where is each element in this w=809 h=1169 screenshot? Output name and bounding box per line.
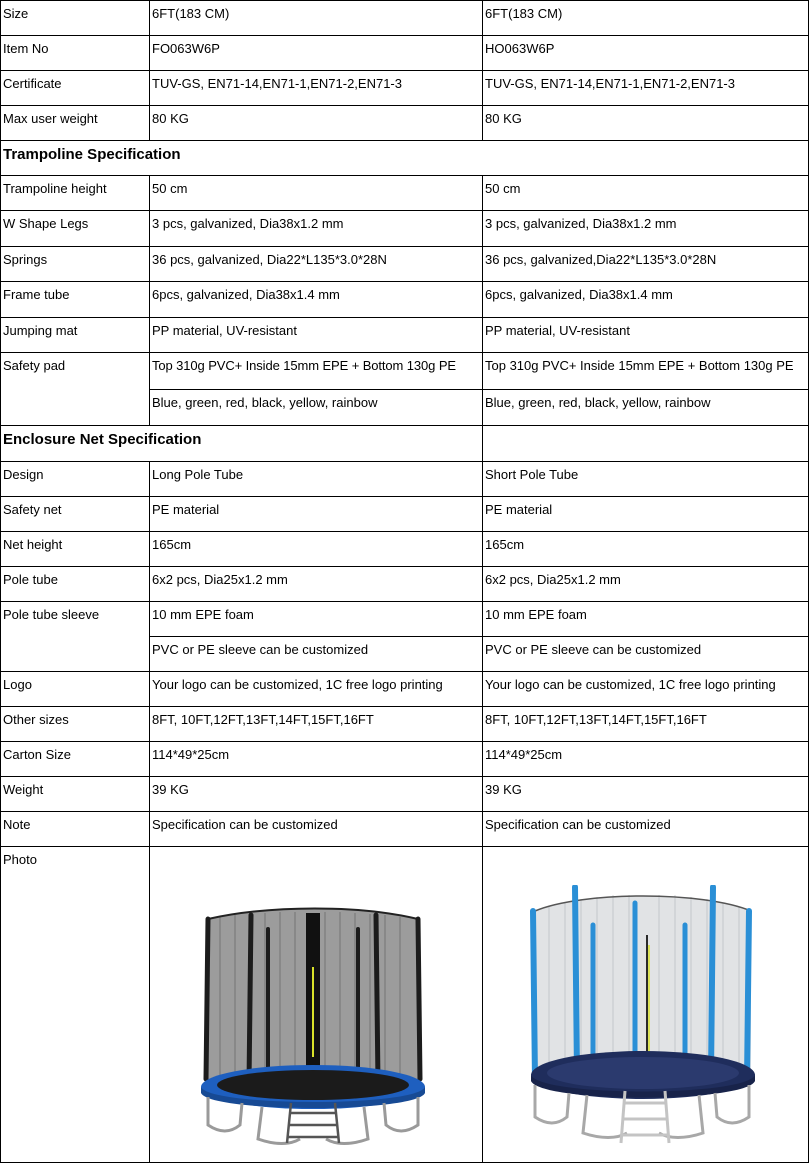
cell-value-a: 6x2 pcs, Dia25x1.2 mm — [150, 567, 483, 602]
cell-value-b: PP material, UV-resistant — [483, 318, 809, 353]
table-row — [1, 532, 809, 567]
cell-value-b: Top 310g PVC+ Inside 15mm EPE + Bottom 130g PE — [483, 353, 809, 390]
cell-value-a: FO063W6P — [150, 36, 483, 71]
row-label: Pole tube — [1, 567, 150, 602]
table-row — [1, 211, 809, 247]
cell-value-a: 50 cm — [150, 176, 483, 211]
row-label: Note — [1, 812, 150, 847]
section-heading-row — [1, 426, 809, 462]
cell-value-a: 6FT(183 CM) — [150, 1, 483, 36]
cell-value-a: 3 pcs, galvanized, Dia38x1.2 mm — [150, 211, 483, 247]
table-row — [1, 777, 809, 812]
cell-value-b: 10 mm EPE foam — [483, 602, 809, 637]
table-row — [1, 282, 809, 318]
cell-value-b: PE material — [483, 497, 809, 532]
table-row — [1, 672, 809, 707]
cell-value-a: Long Pole Tube — [150, 462, 483, 497]
section-heading-row — [1, 141, 809, 176]
row-label: Frame tube — [1, 282, 150, 318]
cell-value-a: 114*49*25cm — [150, 742, 483, 777]
row-label: Trampoline height — [1, 176, 150, 211]
cell-value-a: PE material — [150, 497, 483, 532]
cell-value-b: 3 pcs, galvanized, Dia38x1.2 mm — [483, 211, 809, 247]
cell-value-a: Your logo can be customized, 1C free logo printing — [150, 672, 483, 707]
cell-value-a: 6pcs, galvanized, Dia38x1.4 mm — [150, 282, 483, 318]
table-row — [1, 812, 809, 847]
empty-cell — [483, 426, 809, 462]
cell-value-b: Your logo can be customized, 1C free logo printing — [483, 672, 809, 707]
cell-value-a: Specification can be customized — [150, 812, 483, 847]
cell-value-b: 114*49*25cm — [483, 742, 809, 777]
cell-value-b: 80 KG — [483, 106, 809, 141]
row-label: Weight — [1, 777, 150, 812]
cell-value-a: 80 KG — [150, 106, 483, 141]
row-label: Logo — [1, 672, 150, 707]
table-row — [1, 567, 809, 602]
row-label: Safety pad — [1, 353, 150, 426]
trampoline-black-net-image — [150, 907, 483, 1147]
cell-value-b: 8FT, 10FT,12FT,13FT,14FT,15FT,16FT — [483, 707, 809, 742]
cell-value-b: 6FT(183 CM) — [483, 1, 809, 36]
cell-value-b: 6pcs, galvanized, Dia38x1.4 mm — [483, 282, 809, 318]
table-row — [1, 318, 809, 353]
cell-value-b: PVC or PE sleeve can be customized — [483, 637, 809, 672]
cell-value-a: Blue, green, red, black, yellow, rainbow — [150, 390, 483, 426]
cell-value-a: PP material, UV-resistant — [150, 318, 483, 353]
table-row — [1, 462, 809, 497]
row-label: Carton Size — [1, 742, 150, 777]
table-row — [1, 497, 809, 532]
row-label: Jumping mat — [1, 318, 150, 353]
cell-value-b: 36 pcs, galvanized,Dia22*L135*3.0*28N — [483, 247, 809, 282]
cell-value-b: TUV-GS, EN71-14,EN71-1,EN71-2,EN71-3 — [483, 71, 809, 106]
cell-value-b: Short Pole Tube — [483, 462, 809, 497]
row-label: Photo — [1, 847, 150, 1163]
cell-value-a: 165cm — [150, 532, 483, 567]
row-label: Item No — [1, 36, 150, 71]
row-label: Size — [1, 1, 150, 36]
row-label: Max user weight — [1, 106, 150, 141]
cell-value-b: 6x2 pcs, Dia25x1.2 mm — [483, 567, 809, 602]
table-row — [1, 106, 809, 141]
row-label: Design — [1, 462, 150, 497]
trampoline-blue-poles-image — [483, 885, 809, 1149]
photo-image-a — [150, 907, 482, 1147]
row-label: Certificate — [1, 71, 150, 106]
cell-value-b: Blue, green, red, black, yellow, rainbow — [483, 390, 809, 426]
section-heading-enclosure: Enclosure Net Specification — [1, 426, 483, 462]
photo-image-b — [483, 885, 808, 1149]
table-row — [1, 247, 809, 282]
table-row — [1, 1, 809, 36]
cell-value-b: 165cm — [483, 532, 809, 567]
cell-value-a: 36 pcs, galvanized, Dia22*L135*3.0*28N — [150, 247, 483, 282]
table-row — [1, 36, 809, 71]
row-label: Net height — [1, 532, 150, 567]
row-label: Safety net — [1, 497, 150, 532]
cell-value-b: 50 cm — [483, 176, 809, 211]
cell-value-a: PVC or PE sleeve can be customized — [150, 637, 483, 672]
row-label: Other sizes — [1, 707, 150, 742]
cell-value-a: 39 KG — [150, 777, 483, 812]
row-label: W Shape Legs — [1, 211, 150, 247]
row-label: Pole tube sleeve — [1, 602, 150, 672]
photo-cell-a — [150, 847, 483, 1163]
cell-value-a: 10 mm EPE foam — [150, 602, 483, 637]
photo-row — [1, 847, 809, 1163]
photo-cell-b — [483, 847, 809, 1163]
cell-value-b: HO063W6P — [483, 36, 809, 71]
table-row — [1, 176, 809, 211]
row-label: Springs — [1, 247, 150, 282]
cell-value-b: 39 KG — [483, 777, 809, 812]
table-row — [1, 353, 809, 390]
cell-value-a: Top 310g PVC+ Inside 15mm EPE + Bottom 130g PE — [150, 353, 483, 390]
table-row — [1, 602, 809, 637]
table-row — [1, 707, 809, 742]
table-row — [1, 71, 809, 106]
table-row — [1, 742, 809, 777]
cell-value-a: TUV-GS, EN71-14,EN71-1,EN71-2,EN71-3 — [150, 71, 483, 106]
section-heading-trampoline: Trampoline Specification — [1, 141, 809, 176]
cell-value-b: Specification can be customized — [483, 812, 809, 847]
cell-value-a: 8FT, 10FT,12FT,13FT,14FT,15FT,16FT — [150, 707, 483, 742]
